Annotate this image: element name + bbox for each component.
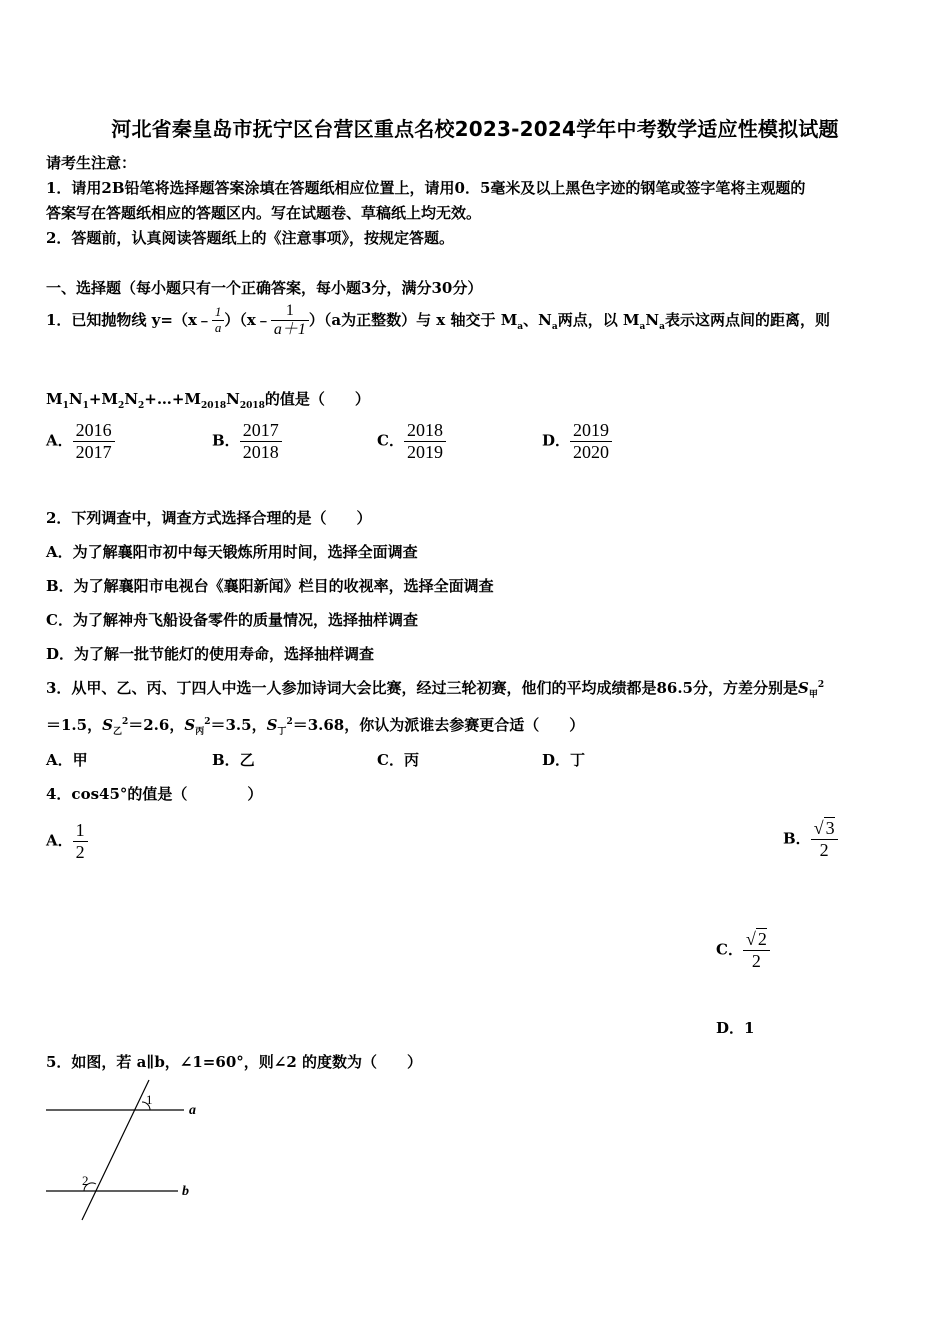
q1-sub: a [517, 321, 524, 332]
q1-l2-sub: 1 [62, 401, 69, 411]
frac-num: 2017 [240, 420, 282, 442]
option-fraction [240, 420, 282, 462]
q4-option-c[interactable] [716, 929, 770, 971]
frac-den: 2018 [242, 441, 279, 462]
q1-frac1-den: a [214, 320, 222, 336]
label-b: b [182, 1184, 189, 1199]
q3-sup: 2 [204, 717, 211, 727]
q3-text: ＝2.6， [128, 716, 185, 734]
q2-option-c[interactable]: C．为了解神舟飞船设备零件的质量情况，选择抽样调查 [46, 611, 418, 629]
question-5-stem: 5．如图，若 a∥b，∠1=60°，则∠2 的度数为（ ） [46, 1053, 422, 1071]
option-label: C． [716, 940, 743, 959]
q1-option-a[interactable] [46, 420, 115, 462]
option-label: A． [46, 831, 73, 850]
option-fraction [73, 820, 88, 862]
q3-sup: 2 [121, 717, 129, 727]
q4-option-a[interactable] [46, 820, 88, 862]
q1-sub: a [639, 321, 646, 332]
transversal [82, 1080, 149, 1220]
q1-fraction-1 [212, 305, 225, 336]
q1-l2: N [226, 390, 240, 408]
option-label: B． [212, 431, 240, 450]
q1-l2: N [124, 390, 139, 408]
notice-header: 请考生注意： [46, 154, 137, 172]
frac-den: 2019 [406, 441, 443, 462]
frac-num: 3 [825, 818, 835, 838]
frac-den: 2017 [75, 441, 112, 462]
q1-l2-sub: 2018 [239, 401, 265, 411]
frac-num: 2019 [570, 420, 612, 442]
q3-option-b[interactable]: B．乙 [212, 751, 255, 769]
q3-sup: 2 [286, 717, 293, 727]
q3-s: S [266, 716, 278, 734]
q1-text: N [645, 310, 660, 329]
notice-line-2: 答案写在答题纸相应的答题区内。写在试题卷、草稿纸上均无效。 [46, 204, 482, 222]
notice-line-1: 1．请用2B铅笔将选择题答案涂填在答题纸相应位置上，请用0．5毫米及以上黑色字迹的钢笔或签字笔将主观题的 [46, 179, 806, 197]
q1-option-b[interactable] [212, 420, 282, 462]
option-label: B． [783, 829, 811, 848]
option-fraction [743, 929, 770, 971]
section-heading: 一、选择题（每小题只有一个正确答案，每小题3分，满分30分） [46, 279, 483, 297]
question-3-line-1 [46, 677, 824, 700]
option-label: C． [377, 431, 404, 450]
q1-text: 表示这两点间的距离，则 [664, 310, 830, 329]
question-4-stem: 4．cos45°的值是（ ） [46, 785, 263, 803]
option-fraction [811, 818, 838, 860]
q1-l2: M [46, 390, 63, 408]
q1-l2-sub: 2 [118, 401, 125, 411]
q3-text: ＝3.68，你认为派谁去参赛更合适（ ） [292, 716, 585, 734]
q1-l2: +…+M [144, 390, 202, 408]
q4-option-b[interactable] [783, 818, 838, 860]
frac-num: 1 [73, 820, 88, 842]
q1-prefix: 1．已知抛物线 y=（x﹣ [46, 310, 212, 329]
frac-num: 2016 [73, 420, 115, 442]
q3-text: ＝3.5， [210, 716, 267, 734]
option-label: A． [46, 431, 73, 450]
q1-sub: a [551, 321, 558, 332]
q3-s: S [797, 679, 809, 697]
q3-text: ＝1.5， [46, 716, 103, 734]
q1-text: 两点，以 M [557, 310, 640, 329]
q1-l2: N [68, 390, 83, 408]
q3-sub: 甲 [808, 690, 818, 700]
label-angle-1: 1 [146, 1092, 153, 1107]
q2-option-d[interactable]: D．为了解一批节能灯的使用寿命，选择抽样调查 [46, 645, 375, 663]
q1-l2: +M [88, 390, 119, 408]
label-a: a [189, 1103, 196, 1118]
frac-den: 2 [751, 950, 761, 971]
q2-option-a[interactable]: A．为了解襄阳市初中每天锻炼所用时间，选择全面调查 [46, 543, 418, 561]
sqrt-icon: √ [745, 929, 756, 949]
frac-den: 2 [819, 839, 829, 860]
question-1-stem [46, 302, 830, 340]
q3-sub: 乙 [112, 727, 122, 737]
question-1-line-2 [46, 388, 370, 411]
q1-l2-sub: 2 [138, 401, 145, 411]
notice-line-3: 2．答题前，认真阅读答题纸上的《注意事项》，按规定答题。 [46, 229, 454, 247]
q4-option-d[interactable]: D．1 [716, 1019, 755, 1037]
frac-den: 2020 [573, 441, 610, 462]
q1-l2-sub: 2018 [201, 401, 227, 411]
option-fraction [570, 420, 612, 462]
question-3-line-2 [46, 714, 584, 737]
sqrt-icon: √ [813, 818, 824, 838]
q3-option-a[interactable]: A．甲 [46, 751, 88, 769]
q3-option-c[interactable]: C．丙 [377, 751, 419, 769]
q1-frac1-num: 1 [212, 305, 225, 321]
q3-s: S [184, 716, 196, 734]
q1-frac2-num: 1 [271, 302, 309, 321]
q1-frac2-den: a＋1 [273, 321, 306, 339]
option-label: D． [542, 431, 571, 450]
frac-den: 2 [75, 841, 85, 862]
q1-l2: 的值是（ ） [264, 390, 370, 408]
q3-sub: 丙 [195, 727, 205, 737]
q3-sup: 2 [817, 680, 825, 690]
frac-num: 2018 [404, 420, 446, 442]
q1-option-c[interactable] [377, 420, 446, 462]
option-fraction [404, 420, 446, 462]
question-2-stem: 2．下列调查中，调查方式选择合理的是（ ） [46, 509, 372, 527]
q3-sub: 丁 [277, 727, 287, 737]
q3-s: S [102, 716, 113, 734]
q1-fraction-2 [271, 302, 309, 340]
page-title: 河北省秦皇岛市抚宁区台营区重点名校2023-2024学年中考数学适应性模拟试题 [111, 117, 839, 141]
q1-suffix: ）（a为正整数）与 x 轴交于 M [308, 310, 518, 329]
q1-l2-sub: 1 [82, 401, 89, 411]
q2-option-b[interactable]: B．为了解襄阳市电视台《襄阳新闻》栏目的收视率，选择全面调查 [46, 577, 494, 595]
frac-num: 2 [757, 929, 767, 949]
q1-mid: ）（x﹣ [224, 310, 271, 329]
q1-sub: a [659, 321, 665, 332]
label-angle-2: 2 [82, 1173, 89, 1188]
q1-option-d[interactable] [542, 420, 612, 462]
option-fraction [73, 420, 115, 462]
q1-text: 、N [523, 310, 552, 329]
parallel-lines-figure [44, 1078, 204, 1226]
q3-text: 3．从甲、乙、丙、丁四人中选一人参加诗词大会比赛，经过三轮初赛，他们的平均成绩都是86.5分，方差分别是 [46, 679, 798, 697]
q3-option-d[interactable]: D．丁 [542, 751, 586, 769]
